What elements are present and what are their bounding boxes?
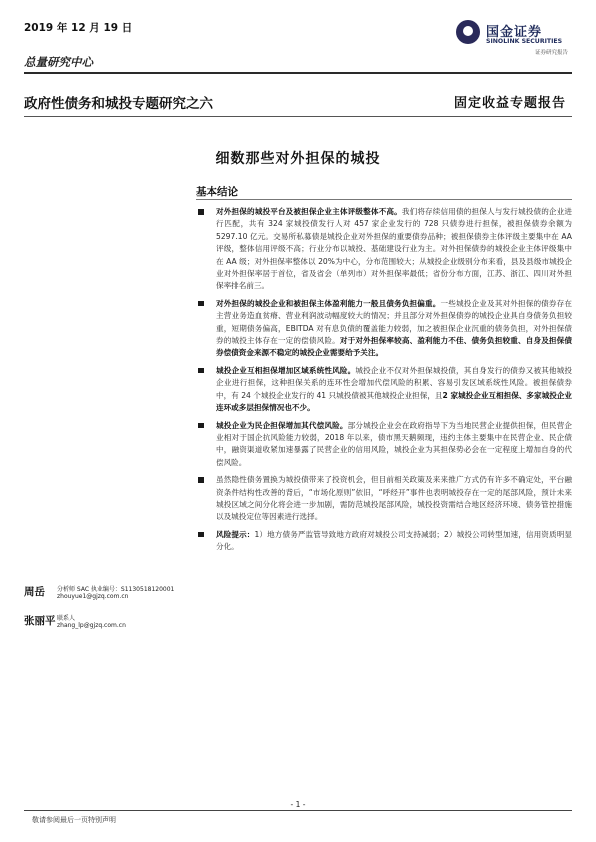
series-title: 政府性债务和城投专题研究之六 <box>24 96 213 112</box>
analyst-name: 张丽平 <box>24 615 56 627</box>
header-divider <box>24 72 572 74</box>
bullet-lead: 城投企业为民企担保增加其代偿风险。 <box>216 420 348 430</box>
bullet-text: 我们将存续信用债的担保人与发行城投债的企业进行匹配，共有 324 家城投债发行人对 457 家企业发行的 728 只债券进行担保，被担保债券余额为 5297.10 亿元。交易所私募债是城投企业对外担保的重要债券品种；被担保债券主体评级主要集中在 AA 评级，整体信用评级不高；行业分布以城投、基础建设行业为主。对外担保债券的城投企业主体评级集中在 AA 级；对外担保率整体以 20%为中心，分布范围较大；从城投企业级别分布来看，县及县级市城投企业对外担保率居于首位，省及省会（单列市）对外担保率最低；省份分布方面，江苏、浙江、四川对外担保率排名前三。 <box>216 207 573 291</box>
list-item <box>196 420 572 470</box>
bullet-text: 1）地方债务严监管导致地方政府对城投公司支持减弱；2）城投公司转型加速，信用资质明显分化。 <box>216 529 572 552</box>
page-number: - 1 - <box>290 800 306 809</box>
bullet-text: 部分城投企业会在政府指导下为当地民营企业提供担保，但民营企业相对于国企抗风险能力较弱，2018 年以来，债市黑天鹅频现，违约主体主要集中在民营企业、民企债中，融资渠道收紧加速暴露了民营企业的信用风险，城投企业为其担保势必会在一定程度上增加自身的代偿风险。 <box>216 420 573 467</box>
analyst-name: 周岳 <box>24 586 45 598</box>
bullet-lead: 风险提示： <box>216 529 255 539</box>
bullet-square-icon <box>198 423 204 429</box>
title-divider <box>24 116 572 117</box>
doc-type: 证券研究报告 <box>534 50 568 56</box>
list-item <box>196 298 572 360</box>
bullet-square-icon <box>198 477 204 483</box>
bullet-square-icon <box>198 301 204 307</box>
bullet-lead: 城投企业互相担保增加区域系统性风险。 <box>216 365 356 375</box>
logo-mark-icon <box>456 20 480 44</box>
bullet-square-icon <box>198 209 204 215</box>
list-item <box>196 529 572 554</box>
main-title: 细数那些对外担保的城投 <box>215 151 381 167</box>
bullet-lead: 对外担保的城投平台及被担保企业主体评级整体不高。 <box>216 207 402 216</box>
logo-en: SINOLINK SECURITIES <box>486 38 563 45</box>
list-item <box>196 206 572 293</box>
bullet-lead: 对外担保的城投企业和被担保主体盈利能力一般且债务负担偏重。 <box>216 298 441 308</box>
research-center: 总量研究中心 <box>24 55 93 69</box>
conclusion-list <box>196 206 572 554</box>
disclaimer-link[interactable]: 敬请参阅最后一页特别声明 <box>32 816 116 824</box>
section-heading: 基本结论 <box>196 186 238 198</box>
analyst-email[interactable]: zhang_lp@gjzq.com.cn <box>57 622 126 629</box>
list-item <box>196 365 572 415</box>
report-type: 固定收益专题报告 <box>453 96 566 111</box>
list-item <box>196 474 572 524</box>
bullet-text: 一些城投企业及其对外担保的债券存在主营业务造血贫瘠、营业利润波动幅度较大的情况；并且部分对外担保债券的城投企业具自身债务负担较重，短期债务偏高，EBITDA 对有息负债的覆盖能力较弱，加之被担保企业沉重的债务负担，对外担保债券的城投主体存在一定的偿债风险。 <box>216 298 573 346</box>
bullet-text: 虽然隐性债务置换为城投债带来了投资机会，但目前相关政策及来来推广方式仍有许多不确定处，平台融资条件结构性改善的背后，“市场化原则”依旧，“呼经开”事件也表明城投存在一定的尾部风险，预计未来城投区域之间分化将会进一步加剧，需防范城投尾部风险，城投投资需结合地区经济环境、债务管控措施以及城投定位等因素进行选择。 <box>216 475 572 522</box>
footer-divider <box>24 810 572 811</box>
logo-cn: 国金证券 <box>486 25 543 40</box>
bullet-square-icon <box>198 532 204 538</box>
section-divider <box>196 199 572 200</box>
analyst-role: 分析师 SAC 执业编号：S1130518120001 <box>57 586 175 593</box>
bullet-emphasis: 对于对外担保率较高、盈利能力不佳、债务负担较重、自身及担保债券偿债资金来源不稳定的城投企业需要给予关注。 <box>216 336 573 358</box>
bullet-emphasis: 2 家城投企业互相担保、多家城投企业连环或多层担保情况也不少。 <box>216 390 572 413</box>
report-date: 2019 年 12 月 19 日 <box>24 22 133 34</box>
bullet-text: 城投企业不仅对外担保城投债，其自身发行的债券又被其他城投企业进行担保，这种担保关系的连环性会增加代偿风险的积累、容易引发区域系统性风险。被担保债券中，有 24 个城投企业发行的 41 只城投债被其他城投企业担保，且 <box>216 365 573 400</box>
analyst-role: 联系人 <box>57 615 76 622</box>
bullet-square-icon <box>198 368 204 374</box>
brand-logo <box>456 20 574 48</box>
analyst-email[interactable]: zhouyue1@gjzq.com.cn <box>57 593 129 600</box>
